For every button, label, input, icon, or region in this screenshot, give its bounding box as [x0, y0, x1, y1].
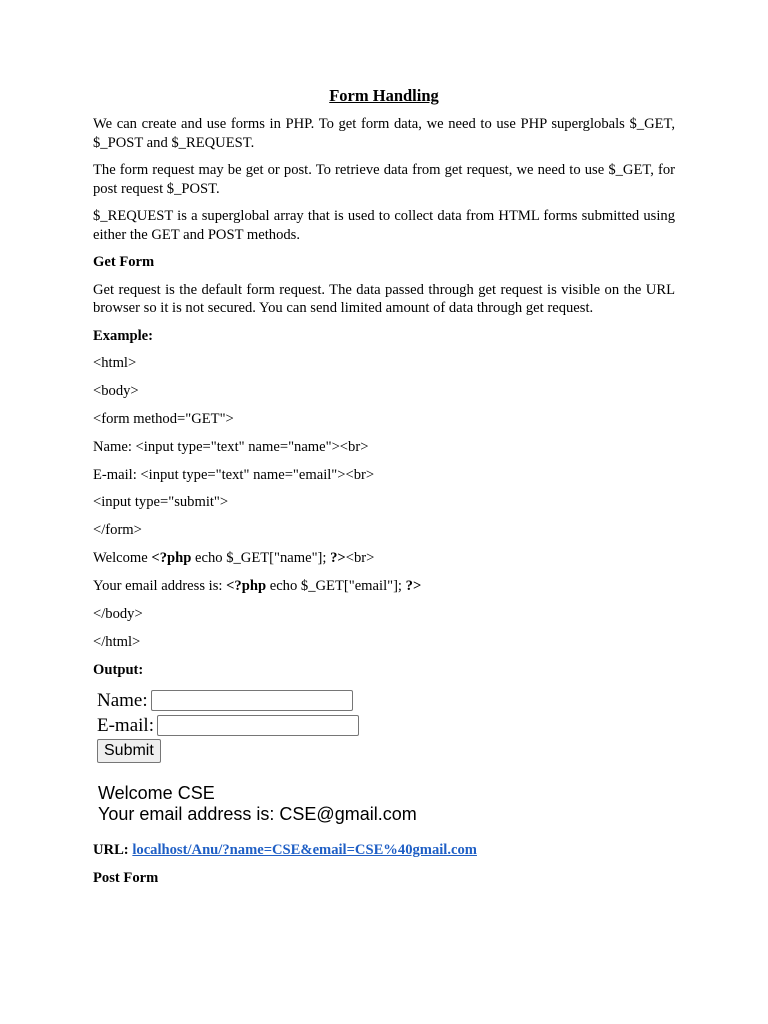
email-row	[97, 713, 675, 738]
output-result	[98, 783, 675, 825]
code-text: <br>	[345, 550, 375, 567]
code-line-email	[93, 577, 675, 596]
code-line: <html>	[93, 355, 137, 371]
document-page	[93, 86, 675, 896]
page-title: Form Handling	[329, 86, 439, 105]
superglobal-paragraph: $_REQUEST is a superglobal array that is used to collect data from HTML forms submitted using either the GET and POST methods.	[93, 208, 675, 243]
name-input[interactable]	[151, 690, 353, 711]
example-label: Example:	[93, 327, 153, 344]
code-text: Your email address is:	[93, 578, 227, 595]
code-text: echo $_GET["email"];	[266, 578, 406, 595]
output-label: Output:	[93, 661, 144, 678]
email-result-text: Your email address is: CSE@gmail.com	[98, 804, 417, 825]
submit-button[interactable]: Submit	[97, 739, 161, 763]
code-line: <input type="submit">	[93, 494, 229, 511]
code-line: </form>	[93, 522, 142, 539]
url-label: URL:	[93, 842, 129, 859]
post-form-heading: Post Form	[93, 869, 159, 886]
php-close-tag: ?>	[330, 550, 346, 567]
name-label: Name:	[97, 689, 148, 711]
get-form-description: Get request is the default form request. The data passed through get request is visible on the URL browser so it is not secured. You can send limited amount of data through get request.	[93, 281, 675, 316]
intro-paragraph: We can create and use forms in PHP. To get form data, we need to use PHP superglobals $_GET, $_POST and $_REQUEST.	[93, 116, 675, 151]
get-form-heading: Get Form	[93, 254, 155, 270]
code-line: E-mail: <input type="text" name="email"><br>	[93, 466, 375, 483]
code-text: Welcome	[93, 550, 152, 567]
request-paragraph: The form request may be get or post. To retrieve data from get request, we need to use $_GET, for post request $_POST.	[93, 162, 675, 197]
email-input[interactable]	[157, 715, 359, 736]
url-link[interactable]: localhost/Anu/?name=CSE&email=CSE%40gmail.com	[132, 842, 477, 859]
submit-row	[97, 738, 675, 763]
code-line: </body>	[93, 606, 143, 623]
code-line: Name: <input type="text" name="name"><br>	[93, 438, 369, 455]
code-line: </html>	[93, 633, 141, 650]
php-open-tag: <?php	[151, 550, 192, 567]
url-line	[93, 841, 675, 860]
code-text: echo $_GET["name"];	[191, 550, 331, 567]
email-label: E-mail:	[97, 714, 154, 736]
code-line: <body>	[93, 382, 139, 399]
php-open-tag: <?php	[226, 578, 267, 595]
code-line: <form method="GET">	[93, 410, 234, 427]
code-line-welcome	[93, 549, 675, 568]
welcome-text: Welcome CSE	[98, 783, 215, 804]
php-close-tag: ?>	[405, 578, 422, 595]
output-screenshot	[97, 688, 675, 825]
name-row	[97, 688, 675, 713]
